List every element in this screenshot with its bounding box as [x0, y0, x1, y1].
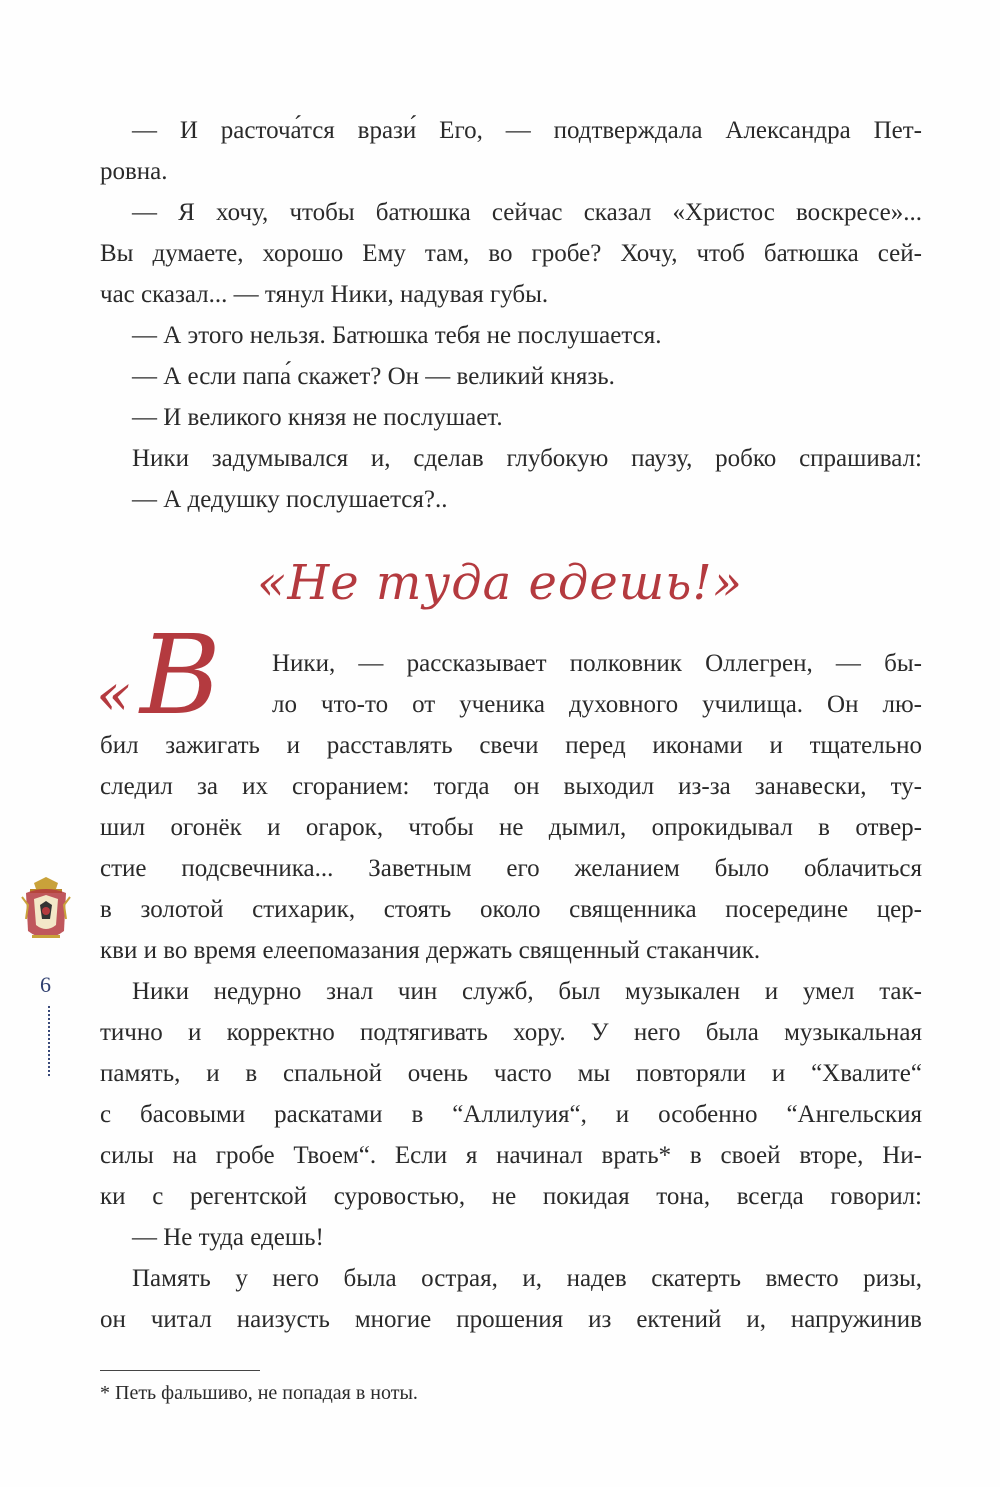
body-passage-line: ло что-то от ученика духовного училища. Он лю-	[272, 691, 922, 718]
body-passage-line: — Не туда едешь!	[132, 1224, 324, 1251]
top-passage-line: — А если папа́ скажет? Он — великий князь.	[132, 363, 615, 390]
body-passage-line: он читал наизусть многие прошения из ектений и, напружинив	[100, 1306, 922, 1333]
footnote-rule	[100, 1370, 260, 1371]
body-passage-line: Память у него была острая, и, надев скатерть вместо ризы,	[132, 1265, 922, 1292]
body-passage-line: с басовыми раскатами в “Аллилуия“, и особенно “Ангельския	[100, 1101, 922, 1128]
top-passage	[100, 110, 922, 520]
dropcap-quote-mark: «	[96, 660, 132, 728]
body-passage-line: бил зажигать и расставлять свечи перед иконами и тщательно	[100, 732, 922, 759]
page-number-rule	[48, 1006, 50, 1078]
body-passage-line: Ники недурно знал чин служб, был музыкален и умел так-	[132, 978, 922, 1005]
body-passage-line: силы на гробе Твоем“. Если я начинал врать* в своей вторе, Ни-	[100, 1142, 922, 1169]
top-passage-line: — И расточа́тся врази́ Его, — подтверждала Александра Пет-	[132, 117, 922, 144]
footnote: * Петь фальшиво, не попадая в ноты.	[100, 1382, 418, 1404]
body-passage-line: память, и в спальной очень часто мы повторяли и “Хвалите“	[100, 1060, 922, 1087]
top-passage-line: — И великого князя не послушает.	[132, 404, 503, 431]
top-passage-line: — А дедушку послушается?..	[132, 486, 448, 513]
body-passage-line: в золотой стихарик, стоять около священника посередине цер-	[100, 896, 922, 923]
body-passage	[100, 643, 922, 1340]
body-passage-line: ки с регентской суровостью, не покидая тона, всегда говорил:	[100, 1183, 922, 1210]
body-passage-line: стие подсвечника... Заветным его желанием было облачиться	[100, 855, 922, 882]
page-number: 6	[40, 972, 51, 997]
body-passage-line: Ники, — рассказывает полковник Оллегрен, — бы-	[272, 650, 922, 677]
imperial-eagle-crest-icon	[20, 875, 72, 947]
top-passage-line: час сказал... — тянул Ники, надувая губы.	[100, 281, 549, 308]
section-title: «Не туда едешь!»	[256, 555, 744, 611]
body-passage-line: кви и во время елеепомазания держать священный стаканчик.	[100, 937, 761, 964]
top-passage-line: Ники задумывался и, сделав глубокую паузу, робко спрашивал:	[132, 445, 922, 472]
body-passage-line: тично и корректно подтягивать хору. У него была музыкальная	[100, 1019, 922, 1046]
top-passage-line: ровна.	[100, 158, 168, 185]
top-passage-line: Вы думаете, хорошо Ему там, во гробе? Хочу, чтоб батюшка сей-	[100, 240, 922, 267]
dropcap-letter: В	[140, 611, 221, 739]
top-passage-line: — Я хочу, чтобы батюшка сейчас сказал «Христос воскресе»...	[132, 199, 922, 226]
body-passage-line: следил за их сгоранием: тогда он выходил из-за занавески, ту-	[100, 773, 922, 800]
top-passage-line: — А этого нельзя. Батюшка тебя не послушается.	[132, 322, 662, 349]
body-passage-line: шил огонёк и огарок, чтобы не дымил, опрокидывал в отвер-	[100, 814, 922, 841]
